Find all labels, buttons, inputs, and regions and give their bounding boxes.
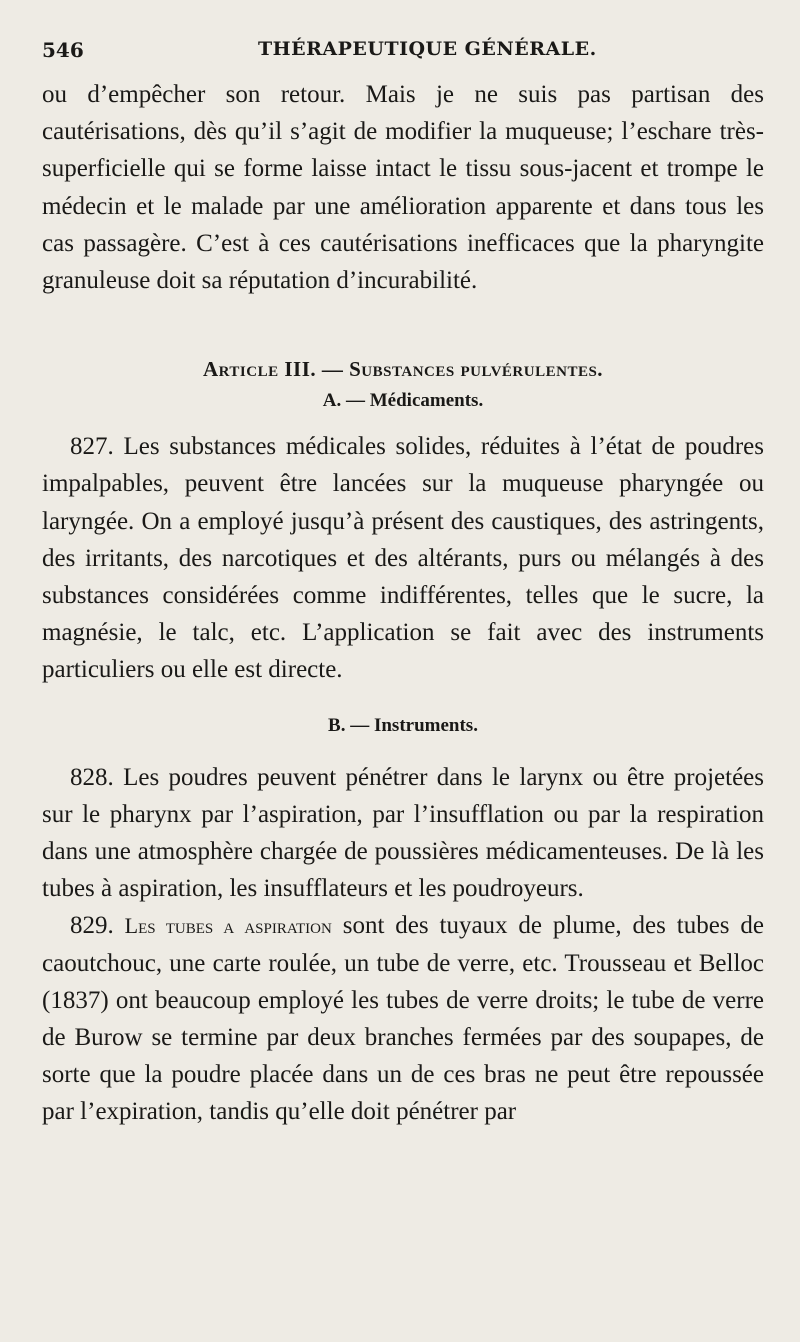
paragraph-827 — [42, 428, 764, 688]
paragraph-number: 828. — [70, 763, 114, 791]
running-title: THÉRAPEUTIQUE GÉNÉRALE. — [258, 38, 597, 60]
page-number: 546 — [42, 38, 84, 62]
page-header — [42, 38, 764, 68]
paragraph-828 — [42, 759, 764, 908]
paragraph-number: 827. — [70, 433, 114, 461]
paragraph-text: Les substances médicales solides, réduites à l’état de poudres impalpables, peuvent être lancées sur la muqueuse pharyngée ou laryngée. On a employé jusqu’à présent des caustiques, des astringents, des irritants, des narcotiques et des altérants, purs ou mélangés à des substances considérées comme indifférentes, telles que le sucre, la magnésie, le talc, etc. L’application se fait avec des instruments particuliers ou elle est directe. — [42, 433, 764, 684]
term-small-caps: Les tubes a aspiration — [124, 913, 332, 939]
paragraph-text: Les poudres peuvent pénétrer dans le larynx ou être projetées sur le pharynx par l’aspiration, par l’insufflation ou par la respiration dans une atmosphère chargée de poussières médicamenteuses. De là les tubes à aspiration, les insufflateurs et les poudroyeurs. — [42, 763, 765, 903]
paragraph-continuation: ou d’empêcher son retour. Mais je ne suis pas partisan des cautérisations, dès qu’il s’agit de modifier la muqueuse; l’eschare très-superficielle qui se forme laisse intact le tissu sous-jacent et trompe le médecin et le malade par une amélioration apparente et dans tous les cas passagère. C’est à ces cautérisations inefficaces que la pharyngite granuleuse doit sa réputation d’incurabilité. — [42, 81, 764, 295]
paragraph-829 — [42, 907, 764, 1130]
section-b-heading: B. — Instruments. — [328, 714, 478, 736]
page-body — [42, 76, 764, 1131]
article-heading: Article III. — Substances pulvérulentes. — [202, 357, 604, 382]
paragraph-number: 829. — [70, 912, 114, 940]
paragraph-text: sont des tuyaux de plume, des tubes de caoutchouc, une carte roulée, un tube de verre, etc. Trousseau et Belloc (1837) ont beaucoup employé les tubes de verre droits; le tube de verre de Burow se termine par deux branches fermées par des soupapes, de sorte que la poudre placée dans un de ces bras ne peut être repoussée par l’expiration, tandis qu’elle doit pénétrer par — [42, 912, 765, 1126]
section-a-heading: A. — Médicaments. — [322, 390, 484, 412]
